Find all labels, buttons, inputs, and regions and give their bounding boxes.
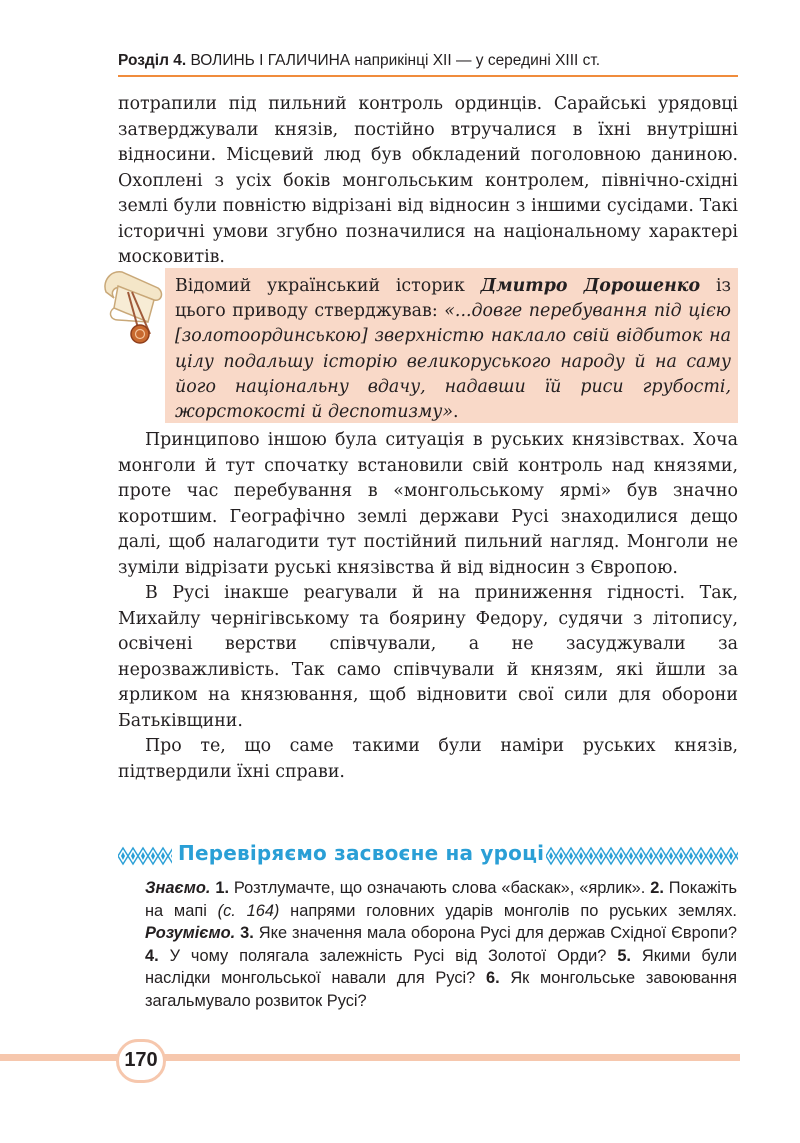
main-paragraphs [118, 428, 738, 785]
question-4: У чому полягала залежність Русі від Золотої Орди? [158, 946, 618, 965]
ornament-right-icon [546, 846, 738, 866]
understand-label: Розуміємо. [145, 924, 236, 943]
page-number: 170 [124, 1049, 158, 1071]
q5-number: 5. [617, 946, 631, 965]
q3-number: 3. [235, 924, 254, 943]
question-1: Розтлумачте, що означають слова «баскак», «ярлик». [229, 879, 646, 897]
quote-text [175, 274, 731, 425]
quote-intro: Відомий український історик [175, 276, 481, 296]
question-2-end: напрями головних ударів монголів по руських землях. [279, 901, 737, 920]
section-title-header: ВОЛИНЬ І ГАЛИЧИНА [186, 52, 351, 69]
paragraph-2: Принципово іншою була ситуація в руських князівствах. Хоча монголи й тут спочатку встановили свій контроль над князями, проте час перебування в «монгольському ярмі» був значно коротшим. Географічно землі держави Русі знаходилися дещо далі, щоб налагодити тут постійний пильний нагляд. Монголи не зуміли відрізати руські князівства й від відносин з Європою. [118, 430, 738, 578]
question-5: Якими були наслідки монгольської навали для Русі? [145, 946, 737, 988]
question-6: Як монгольське завоювання загальмувало розвиток Русі? [145, 969, 738, 1010]
q6-number: 6. [485, 969, 500, 988]
q1-number: 1. [210, 879, 230, 897]
question-2: Покажіть на мапі [145, 879, 737, 920]
scroll-with-seal-icon [98, 262, 170, 352]
quote-author: Дмитро Дорошенко [480, 276, 701, 296]
paragraph-continuation: потрапили під пильний контроль ординців. Сарайські урядовці затверджували князів, постійно втручалися в їхні внутрішні відносини. Місцевий люд був обкладений поголовною даниною. Охоплені з усіх боків монгольським контролем, північно-східні землі були повністю відрізані від відносин з іншими сусідами. Такі історичні умови згубно позначилися на національному характері московитів. [118, 94, 738, 267]
ornament-left-icon [118, 846, 172, 866]
section-heading: Перевіряємо засвоєне на уроці [178, 841, 545, 865]
quote-citation: «...довге перебування під цією [золотоординською] зверхністю наклало свій відбиток на цілу подальшу історію великоруського народу й на саму його національну вдачу, надавши їй риси грубості, жорстокості й деспотизму» [175, 301, 731, 423]
review-questions [145, 877, 737, 1013]
page-header [118, 52, 738, 76]
header-divider [118, 75, 738, 77]
quote-after-author: із цього приводу стверджував: [175, 276, 731, 322]
question-3: Яке значення мала оборона Русі для держав Східної Європи? [253, 924, 737, 943]
section-heading-band [118, 840, 738, 872]
map-page-ref: (с. 164) [217, 901, 280, 920]
section-period: наприкінці XII — у середині XIII ст. [350, 52, 601, 69]
footer-rule [0, 1054, 740, 1061]
quote-end: . [453, 402, 459, 423]
q2-number: 2. [650, 879, 664, 897]
paragraph-3: В Русі інакше реагували й на приниження гідності. Так, Михайлу чернігівському та боярину Федору, судячи з літопису, освічені верстви співчували, а не засуджували за нерозважливість. Так само співчували й князям, які йшли за ярликом на князювання, щоб відновити свої сили для оборони Батьківщини. [118, 583, 738, 731]
q4-number: 4. [145, 946, 159, 965]
section-number: Розділ 4. [118, 52, 187, 69]
know-label: Знаємо. [145, 879, 211, 897]
paragraph-4: Про те, що саме такими були наміри руських князів, підтвердили їхні справи. [118, 736, 738, 782]
